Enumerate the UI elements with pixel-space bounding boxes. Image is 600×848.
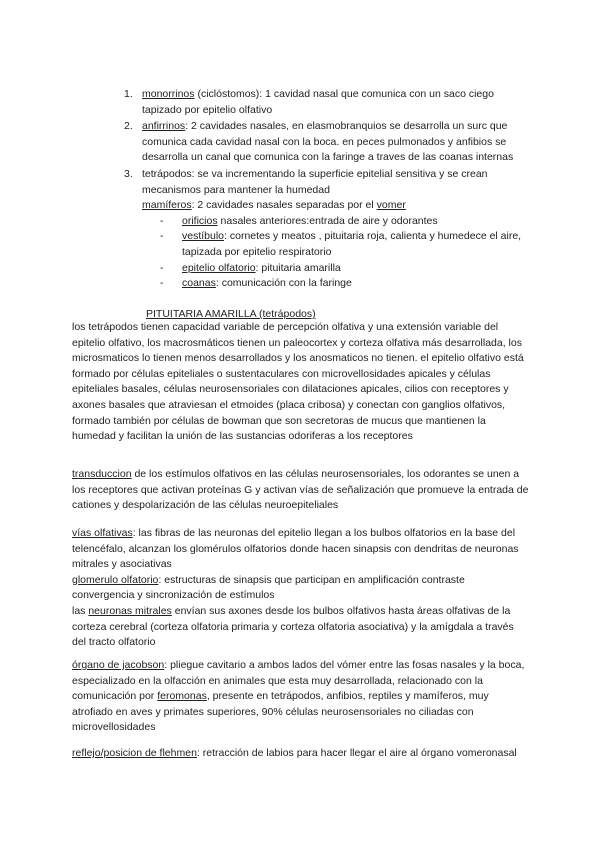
neuronas-term: neuronas mitrales bbox=[88, 604, 172, 617]
list-item bbox=[118, 167, 526, 292]
vias-term: vías olfativas bbox=[72, 527, 133, 539]
dash-text: nasales anteriores:entrada de aire y odorantes bbox=[217, 214, 438, 227]
dash-text: : comunicación con la faringe bbox=[215, 277, 352, 290]
numbered-list bbox=[118, 87, 526, 293]
transduccion-term: transduccion bbox=[72, 468, 132, 480]
paragraph-text: : las fibras de las neuronas del epitelio llegan a los bulbos olfatorios en la base del telencéfalo, alcanzan los glomérulos olfatorios donde hacen sinapsis con dendritas de neuronas mitrales y asociativas bbox=[72, 527, 519, 571]
paragraph-transduccion bbox=[72, 467, 530, 514]
list-number: 2. bbox=[124, 120, 133, 133]
paragraph-text: : pliegue cavitario a ambos lados del vómer entre las fosas nasales y la boca, especializado en la olfacción en animales que esta muy desarrollada, relacionado con la comunicación por bbox=[72, 659, 525, 703]
dash-item bbox=[160, 229, 526, 260]
list-text: : 2 cavidades nasales, en elasmobranquios se desarrolla un surc que comunica cada cavidad nasal con la boca. en peces pulmonados y anfibios se desarrolla un canal que comunica con la faringe a traves de las coanas internas bbox=[142, 120, 514, 164]
dash-mark: - bbox=[160, 214, 164, 227]
list-term: monorrinos bbox=[142, 88, 195, 100]
dash-list bbox=[142, 214, 526, 292]
list-term: anfirrinos bbox=[142, 120, 186, 133]
dash-text: : cornetes y meatos , pituitaria roja, calienta y humedece el aire, tapizada por epitelio respiratorio bbox=[182, 230, 522, 258]
paragraph-text: las bbox=[72, 604, 89, 617]
dash-term: epitelio olfatorio bbox=[182, 261, 256, 274]
dash-item bbox=[160, 276, 526, 292]
paragraph-vias bbox=[72, 526, 530, 651]
paragraph-epitelio bbox=[72, 320, 530, 445]
list-number: 3. bbox=[124, 167, 133, 180]
paragraph-text: : estructuras de sinapsis que participan en amplificación contraste convergencia y sincronización de estímulos bbox=[72, 573, 465, 602]
list-item bbox=[118, 119, 526, 166]
paragraph-text: envían sus axones desde los bulbos olfativos hasta áreas olfativas de la corteza cerebral (corteza olfatoria primaria y corteza olfatoria asociativa) y la amígdala a través del tracto olfatorio bbox=[72, 604, 514, 649]
mamiferos-line bbox=[142, 198, 526, 214]
mamiferos-term: mamíferos bbox=[142, 199, 192, 212]
paragraph-jacobson bbox=[72, 658, 530, 736]
list-text: tetrápodos: se va incrementando la superficie epitelial sensitiva y se crean mecanismos para mantener la humedad bbox=[142, 167, 488, 196]
dash-item bbox=[160, 261, 526, 277]
dash-mark: - bbox=[160, 277, 164, 290]
paragraph-text: de los estímulos olfativos en las células neurosensoriales, los odorantes se unen a los receptores que activan proteínas G y activan vías de señalización que promueve la entrada de cationes y despolarización de las células neuroepiteliales bbox=[72, 468, 529, 512]
list-item bbox=[118, 87, 526, 118]
dash-text: : pituitaria amarilla bbox=[255, 261, 341, 274]
paragraph-text: : retracción de labios para hacer llegar el aire al órgano vomeronasal bbox=[196, 747, 517, 759]
glomerulo-term: glomerulo olfatorio bbox=[72, 573, 159, 586]
jacobson-term: órgano de jacobson bbox=[72, 659, 165, 671]
paragraph-text: , presente en tetrápodos, anfibios, reptiles y mamíferos, muy atrofiado en aves y primates superiores, 90% células neurosensoriales no ciliadas con microvellosidades bbox=[72, 690, 489, 734]
dash-term: orificios bbox=[182, 214, 218, 227]
flehmen-term: reflejo/posicion de flehmen bbox=[72, 747, 197, 759]
vomer-term: vomer bbox=[376, 199, 406, 212]
dash-item bbox=[160, 214, 526, 230]
dash-mark: - bbox=[160, 261, 164, 274]
section-heading: PITUITARIA AMARILLA (tetrápodos) bbox=[146, 308, 316, 320]
list-number: 1. bbox=[124, 88, 133, 100]
paragraph-flehmen bbox=[72, 746, 530, 762]
dash-term: vestíbulo bbox=[182, 230, 225, 243]
dash-mark: - bbox=[160, 230, 164, 243]
paragraph-text: los tetrápodos tienen capacidad variable de percepción olfativa y una extensión variable del epitelio olfativo, los macrosmáticos tienen un paleocortex y corteza olfativa más desarrollada, los microsmaticos lo tienen menos desarrollados y los anosmaticos no tienen. el epitelio olfativo está formado por células epiteliales o sustentaculares con microvellosidades apicales y células epiteliales basales, células neurosensoriales con dilataciones apicales, cilios con receptores y axones basales que atraviesan el etmoides (placa cribosa) y conectan con ganglios olfativos, formado también por células de bowman que son secretoras de mucus que mantienen la humedad y facilitan la unión de las sustancias odoriferas a los receptores bbox=[72, 321, 524, 443]
dash-term: coanas bbox=[182, 277, 216, 290]
mamiferos-text: : 2 cavidades nasales separadas por el bbox=[191, 199, 377, 212]
feromonas-term: feromonas bbox=[157, 690, 207, 703]
list-text: (ciclóstomos): 1 cavidad nasal que comunica con un saco ciego tapizado por epitelio olfativo bbox=[142, 88, 494, 116]
